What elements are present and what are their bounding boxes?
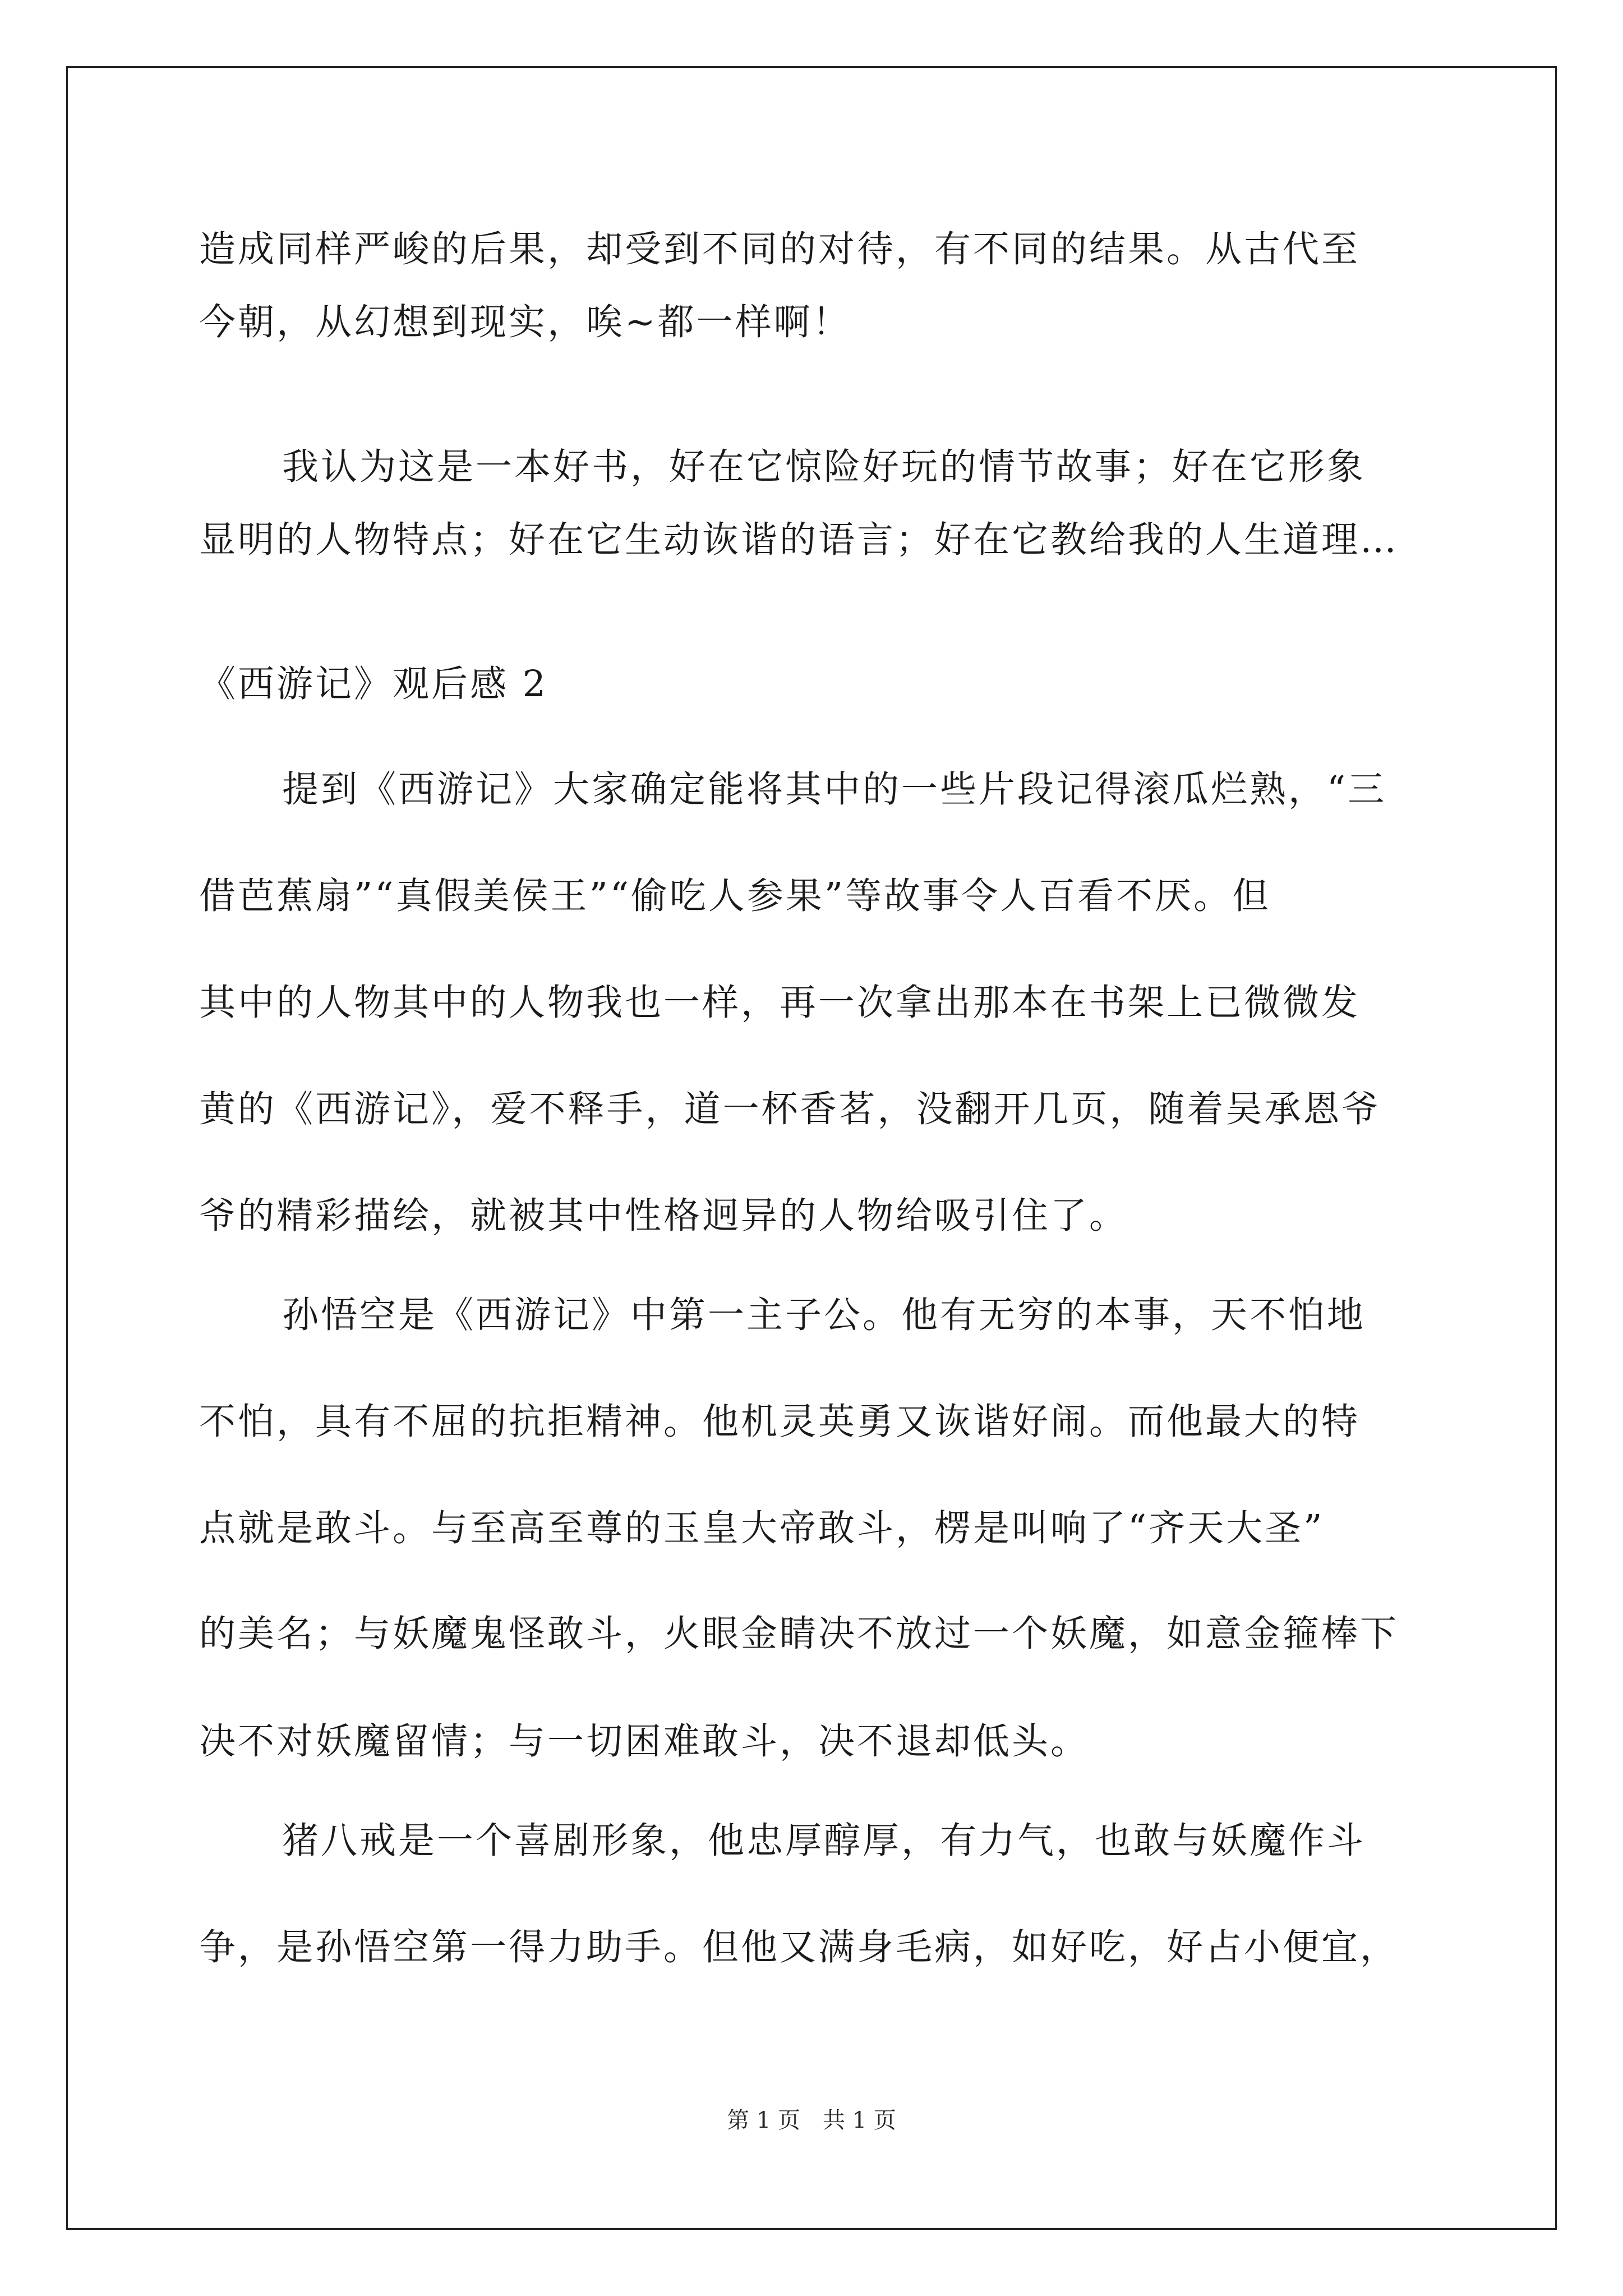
paragraph-line: 我认为这是一本好书，好在它惊险好玩的情节故事；好在它形象 [282, 446, 1366, 488]
page-total: 共 1 页 [823, 2108, 896, 2133]
paragraph-line: 猪八戒是一个喜剧形象，他忠厚醇厚，有力气，也敢与妖魔作斗 [282, 1820, 1366, 1862]
text-line: 借芭蕉扇”“真假美侯王”“偷吃人参果”等故事令人百看不厌。但 [199, 875, 1271, 917]
text-line: 争，是孙悟空第一得力助手。但他又满身毛病，如好吃，好占小便宜， [199, 1926, 1399, 1968]
text-line: 的美名；与妖魔鬼怪敢斗，火眼金睛决不放过一个妖魔，如意金箍棒下 [199, 1613, 1399, 1655]
paragraph-line: 孙悟空是《西游记》中第一主子公。他有无穷的本事，天不怕地 [282, 1294, 1366, 1336]
text-line: 今朝，从幻想到现实，唉~都一样啊！ [199, 301, 851, 343]
paragraph-line: 提到《西游记》大家确定能将其中的一些片段记得滚瓜烂熟，“三 [282, 769, 1387, 811]
section-heading: 《西游记》观后感 2 [199, 663, 548, 705]
text-line: 造成同样严峻的后果，却受到不同的对待，有不同的结果。从古代至 [199, 228, 1361, 270]
text-line: 不怕，具有不屈的抗拒精神。他机灵英勇又诙谐好闹。而他最大的特 [199, 1401, 1361, 1443]
page-number: 第 1 页 [727, 2108, 800, 2133]
text-line: 黄的《西游记》，爱不释手，道一杯香茗，没翻开几页，随着吴承恩爷 [199, 1088, 1381, 1130]
page-footer [0, 2106, 1623, 2134]
text-line: 点就是敢斗。与至高至尊的玉皇大帝敢斗，楞是叫响了“齐天大圣” [199, 1507, 1325, 1549]
page-border [66, 66, 1557, 2230]
text-line: 其中的人物其中的人物我也一样，再一次拿出那本在书架上已微微发 [199, 982, 1361, 1024]
text-line: 决不对妖魔留情；与一切困难敢斗，决不退却低头。 [199, 1720, 1090, 1763]
text-line: 显明的人物特点；好在它生动诙谐的语言；好在它教给我的人生道理… [199, 519, 1399, 561]
text-line: 爷的精彩描绘，就被其中性格迥异的人物给吸引住了。 [199, 1195, 1128, 1237]
